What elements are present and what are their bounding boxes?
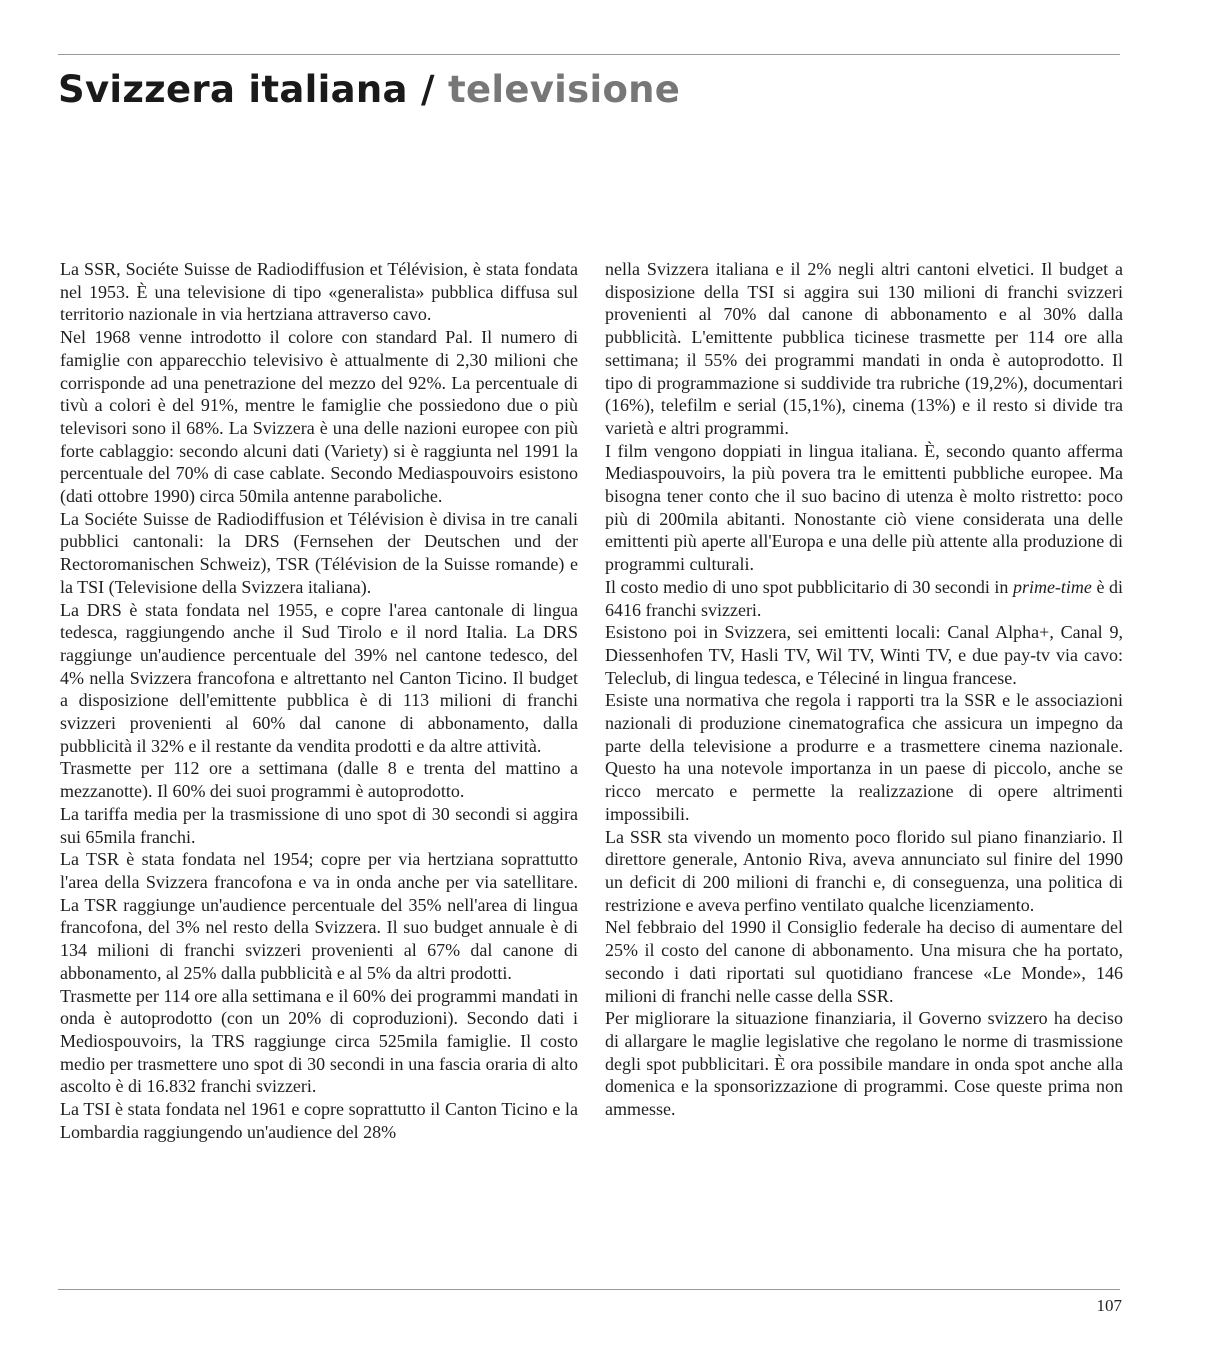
paragraph: La DRS è stata fondata nel 1955, e copre l'area cantonale di lingua tedesca, raggiungendo anche il Sud Tirolo e il nord Italia. La DRS raggiunge un'audience percentuale del 39% nel cantone tedesco, del 4% nella Svizzera francofona e altrettanto nel Canton Ticino. Il budget a disposizione dell'emittente pubblica è di 113 milioni di franchi svizzeri provenienti al 60% dal canone di abbonamento, dalla pubblicità il 32% e il restante da vendita prodotti e da altre attività.: [60, 599, 578, 756]
paragraph: Per migliorare la situazione finanziaria, il Governo svizzero ha deciso di allargare le maglie legislative che regolano le norme di trasmissione degli spot pubblicitari. È ora possibile mandare in onda spot anche alla domenica e la sponsorizzazione di programmi. Cose queste prima non ammesse.: [605, 1008, 1123, 1120]
page-number: 107: [1096, 1296, 1122, 1315]
paragraph: La SSR sta vivendo un momento poco florido sul piano finanziario. Il direttore generale, Antonio Riva, aveva annunciato sul finire del 1990 un deficit di 200 milioni di franchi e, di conseguenza, una politica di restrizione e aveva perfino ventilato qualche licenziamento.: [605, 826, 1123, 915]
paragraph: La Sociéte Suisse de Radiodiffusion et Télévision è divisa in tre canali pubblici cantonali: la DRS (Fernsehen der Deutschen und der Rectoromanischen Schweiz), TSR (Télévision de la Suisse romande) e la TSI (Televisione della Svizzera italiana).: [60, 508, 578, 597]
paragraph: La TSI è stata fondata nel 1961 e copre soprattutto il Canton Ticino e la Lombardia raggiungendo un'audience del 28%: [60, 1099, 578, 1142]
left-column: [60, 258, 578, 1143]
paragraph: Nel 1968 venne introdotto il colore con standard Pal. Il numero di famiglie con apparecchio televisivo è attualmente di 2,30 milioni che corrisponde ad una penetrazione del mezzo del 92%. La percentuale di tivù a colori è del 91%, mentre le famiglie che possiedono due o più televisori sono il 68%. La Svizzera è una delle nazioni europee con più forte cablaggio: secondo alcuni dati (Variety) si è raggiunta nel 1991 la percentuale del 70% di case cablate. Secondo Mediaspouvoirs esistono (dati ottobre 1990) circa 50mila antenne paraboliche.: [60, 327, 578, 507]
title-subtitle: televisione: [447, 68, 681, 111]
spot-cost-text: Il costo medio di uno spot pubblicitario di 30 secondi in: [605, 576, 1013, 597]
page-title: [58, 70, 680, 111]
title-separator: /: [407, 68, 448, 111]
paragraph: La tariffa media per la trasmissione di uno spot di 30 secondi si aggira sui 65mila franchi.: [60, 803, 578, 847]
paragraph: Esiste una normativa che regola i rapporti tra la SSR e le associazioni nazionali di produzione cinematografica che assicura un impegno da parte della televisione a produrre e a trasmettere cinema nazionale. Questo ha una notevole importanza in un paese di piccolo, anche se ricco mercato e permette la realizzazione di opere altrimenti impossibili.: [605, 690, 1123, 824]
paragraph: Nel febbraio del 1990 il Consiglio federale ha deciso di aumentare del 25% il costo del canone di abbonamento. Una misura che ha portato, secondo i dati riportati sul quotidiano francese «Le Monde», 146 milioni di franchi nelle casse della SSR.: [605, 917, 1123, 1006]
spot-cost-paragraph: [605, 576, 1123, 621]
paragraph: La TSR è stata fondata nel 1954; copre per via hertziana soprattutto l'area della Svizzera francofona e va in onda anche per via satellitare. La TSR raggiunge un'audience percentuale del 35% nell'area di lingua francofona, del 3% nel resto della Svizzera. Il suo budget annuale è di 134 milioni di franchi svizzeri provenienti al 67% dal canone di abbonamento, al 25% dalla pubblicità e al 5% da altri prodotti.: [60, 849, 578, 983]
prime-time-emphasis: prime-time: [1012, 576, 1092, 597]
right-column: [605, 258, 1123, 1121]
footer-rule: [58, 1289, 1120, 1290]
paragraph: nella Svizzera italiana e il 2% negli altri cantoni elvetici. Il budget a disposizione della TSI si aggira sui 130 milioni di franchi svizzeri provenienti al 70% dal canone di abbonamento e al 30% dalla pubblicità. L'emittente pubblica ticinese trasmette per 114 ore alla settimana; il 55% dei programmi mandati in onda è autoprodotto. Il tipo di programmazione si suddivide tra rubriche (19,2%), documentari (16%), telefilm e serial (15,1%), cinema (13%) e il resto si divide tra varietà e altri programmi.: [605, 259, 1123, 438]
paragraph: I film vengono doppiati in lingua italiana. È, secondo quanto afferma Mediaspouvoirs, la più povera tra le emittenti pubbliche europee. Ma bisogna tener conto che il suo bacino di utenza è molto ristretto: poco più di 200mila abitanti. Nonostante ciò viene considerata una delle emittenti più aperte all'Europa e una delle più attente alla produzione di programmi culturali.: [605, 440, 1123, 575]
paragraph: La SSR, Sociéte Suisse de Radiodiffusion et Télévision, è stata fondata nel 1953. È una televisione di tipo «generalista» pubblica diffusa sul territorio nazionale in via hertziana attraverso cavo.: [60, 259, 578, 325]
header-rule: [58, 54, 1120, 55]
paragraph: Trasmette per 112 ore a settimana (dalle 8 e trenta del mattino a mezzanotte). Il 60% dei suoi programmi è autoprodotto.: [60, 758, 578, 802]
spot-cost-value: è di 6416 franchi svizzeri.: [605, 576, 1123, 620]
paragraph: Trasmette per 114 ore alla settimana e il 60% dei programmi mandati in onda è autoprodotto (con un 20% di coproduzioni). Secondo dati i Mediospouvoirs, la TRS raggiunge circa 525mila famiglie. Il costo medio per trasmettere uno spot di 30 secondi in una fascia oraria di alto ascolto è di 16.832 franchi svizzeri.: [60, 985, 578, 1097]
paragraph: Esistono poi in Svizzera, sei emittenti locali: Canal Alpha+, Canal 9, Diessenhofen TV, Hasli TV, Wil TV, Winti TV, e due pay-tv via cavo: Teleclub, di lingua tedesca, e Téleciné in lingua francese.: [605, 622, 1123, 688]
title-main: Svizzera italiana: [58, 68, 408, 111]
